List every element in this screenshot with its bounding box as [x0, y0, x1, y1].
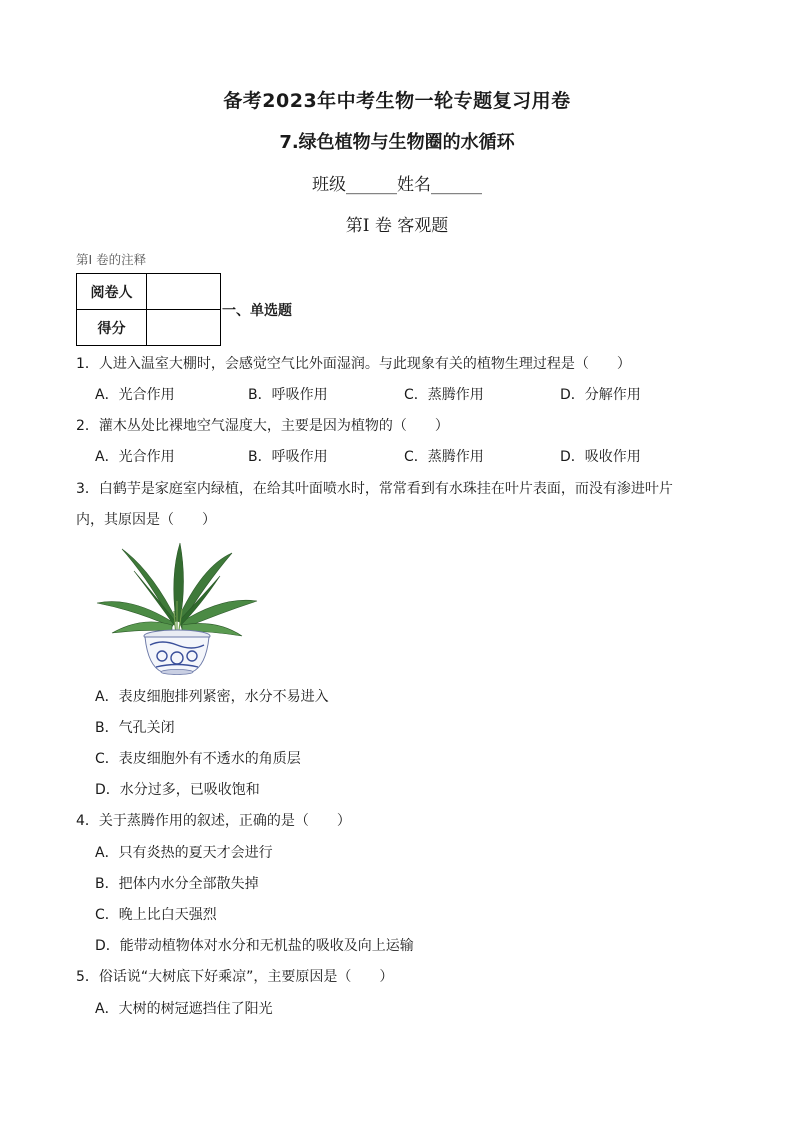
question-2-option-d: D．吸收作用 [560, 449, 641, 465]
question-2-option-a: A．光合作用 [95, 449, 175, 465]
document-title: 备考2023年中考生物一轮专题复习用卷 [223, 90, 571, 112]
volume-note: 第Ⅰ 卷的注释 [76, 252, 147, 267]
question-4-option-b: B．把体内水分全部散失掉 [95, 876, 259, 892]
question-3-option-c: C．表皮细胞外有不透水的角质层 [95, 751, 301, 767]
class-name-line: 班级______姓名______ [312, 175, 482, 195]
reviewer-label: 阅卷人 [77, 274, 147, 310]
score-table [76, 273, 221, 346]
question-1-option-b: B．呼吸作用 [248, 387, 328, 403]
question-3-stem-line2: 内，其原因是（ ） [76, 512, 216, 528]
question-3-option-a: A．表皮细胞排列紧密，水分不易进入 [95, 689, 329, 705]
score-label: 得分 [77, 310, 147, 346]
question-5-stem: 5．俗话说“大树底下好乘凉”，主要原因是（ ） [76, 969, 394, 985]
question-4-option-c: C．晚上比白天强烈 [95, 907, 217, 923]
question-4-option-a: A．只有炎热的夏天才会进行 [95, 845, 273, 861]
volume-title: 第Ⅰ 卷 客观题 [345, 216, 449, 236]
question-2-option-b: B．呼吸作用 [248, 449, 328, 465]
question-1-stem: 1．人进入温室大棚时，会感觉空气比外面湿润。与此现象有关的植物生理过程是（ ） [76, 356, 631, 372]
question-5-option-a: A．大树的树冠遮挡住了阳光 [95, 1001, 273, 1017]
question-3-option-d: D．水分过多，已吸收饱和 [95, 782, 260, 798]
question-4-stem: 4．关于蒸腾作用的叙述，正确的是（ ） [76, 813, 351, 829]
question-1-option-a: A．光合作用 [95, 387, 175, 403]
question-3-stem-line1: 3．白鹤芋是家庭室内绿植，在给其叶面喷水时，常常看到有水珠挂在叶片表面，而没有渗进叶片 [76, 481, 673, 497]
question-2-option-c: C．蒸腾作用 [404, 449, 484, 465]
question-4-option-d: D．能带动植物体对水分和无机盐的吸收及向上运输 [95, 938, 414, 954]
document-subtitle: 7.绿色植物与生物圈的水循环 [279, 132, 515, 153]
question-2-stem: 2．灌木丛处比裸地空气湿度大，主要是因为植物的（ ） [76, 418, 449, 434]
question-1-option-d: D．分解作用 [560, 387, 641, 403]
reviewer-cell [147, 274, 221, 310]
potted-plant-image [92, 541, 262, 676]
score-cell [147, 310, 221, 346]
question-1-option-c: C．蒸腾作用 [404, 387, 484, 403]
question-3-option-b: B．气孔关闭 [95, 720, 175, 736]
section-title: 一、单选题 [222, 303, 292, 319]
